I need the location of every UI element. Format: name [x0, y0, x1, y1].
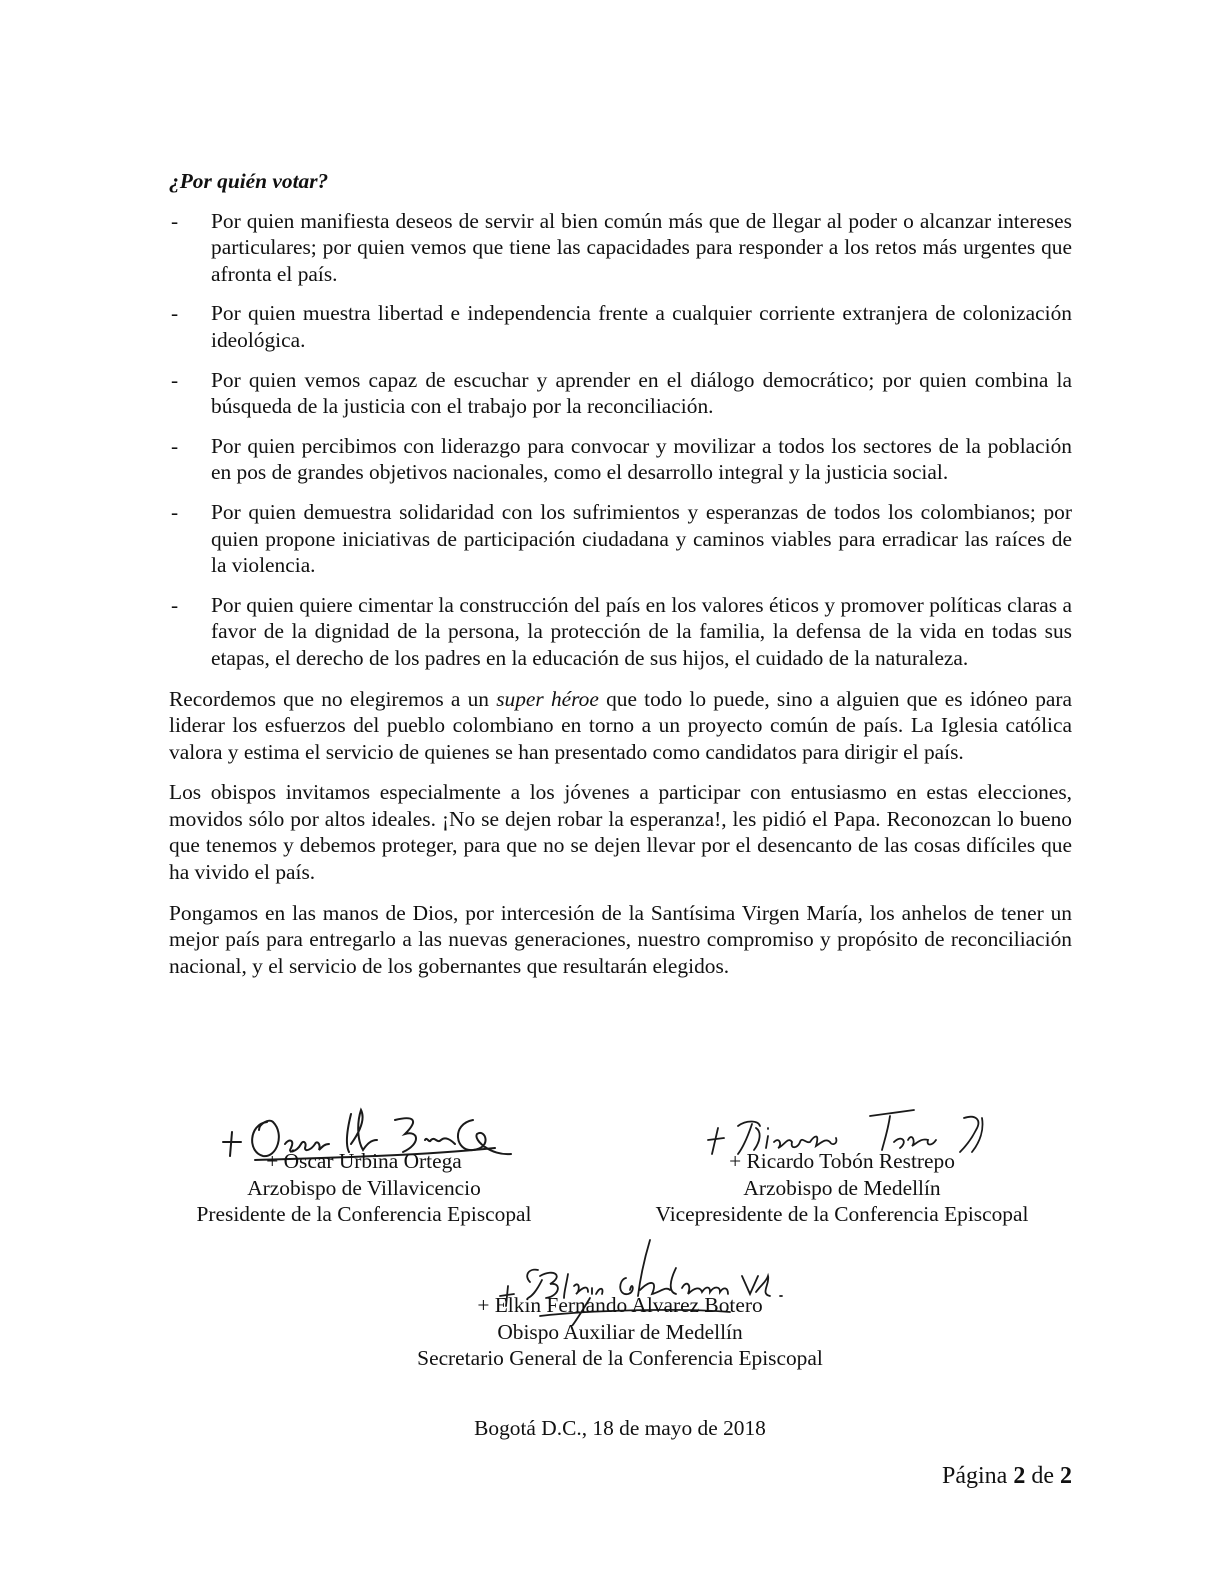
paragraph-super-hero	[169, 686, 1072, 766]
list-item	[169, 208, 1072, 288]
signatory-block	[164, 1148, 564, 1228]
page-label: Página	[942, 1463, 1008, 1489]
list-item-text: Por quien demuestra solidaridad con los sufrimientos y esperanzas de todos los colombianos; por quien propone iniciativas de participación ciudadana y caminos viables para erradicar las raíces de la violencia.	[211, 499, 1072, 578]
letter-date: Bogotá D.C., 18 de mayo de 2018	[474, 1416, 766, 1440]
list-item	[169, 499, 1072, 579]
list-item	[169, 367, 1072, 420]
signatory-title: Obispo Auxiliar de Medellín	[497, 1319, 743, 1344]
signatory-name: + Ricardo Tobón Restrepo	[729, 1149, 955, 1173]
letter-body	[169, 168, 1072, 993]
signatory-name: + Elkin Fernando Alvarez Botero	[477, 1293, 763, 1317]
list-item-text: Por quien muestra libertad e independencia frente a cualquier corriente extranjera de colonización ideológica.	[211, 301, 1072, 352]
criteria-list	[169, 208, 1072, 672]
dash-bullet-icon: -	[171, 208, 179, 233]
signatory-title: Arzobispo de Villavicencio	[247, 1175, 481, 1200]
dash-bullet-icon: -	[171, 592, 179, 617]
signatory-title: Arzobispo de Medellín	[743, 1175, 941, 1200]
page-number	[942, 1463, 1072, 1490]
page-total: 2	[1060, 1463, 1072, 1489]
section-heading: ¿Por quién votar?	[169, 169, 329, 193]
dash-bullet-icon: -	[171, 433, 179, 458]
dash-bullet-icon: -	[171, 367, 179, 392]
emphasis-text: super héroe	[496, 686, 599, 711]
signatory-role: Secretario General de la Conferencia Episcopal	[417, 1346, 823, 1371]
list-item-text: Por quien vemos capaz de escuchar y aprender en el diálogo democrático; por quien combina la búsqueda de la justicia con el trabajo por la reconciliación.	[211, 367, 1072, 419]
paragraph-text: que todo lo puede, sino a alguien que es idóneo para liderar los esfuerzos del pueblo colombiano en torno a un proyecto común de país. La Iglesia católica valora y estima el servicio de quienes se han presentado como candidatos para dirigir el país.	[169, 686, 1072, 764]
list-item-text: Por quien percibimos con liderazgo para convocar y movilizar a todos los sectores de la población en pos de grandes objetivos nacionales, como el desarrollo integral y la justicia social.	[211, 433, 1072, 485]
page-current: 2	[1013, 1463, 1026, 1489]
list-item-text: Por quien quiere cimentar la construcción del país en los valores éticos y promover políticas claras a favor de la dignidad de la persona, la protección de la familia, la defensa de la vida en todas sus etapas, el derecho de los padres en la educación de sus hijos, el cuidado de la naturaleza.	[211, 592, 1072, 670]
list-item-text: Por quien manifiesta deseos de servir al bien común más que de llegar al poder o alcanzar intereses particulares; por quien vemos que tiene las capacidades para responder a los retos más urgentes que afronta el país.	[211, 208, 1072, 286]
list-item	[169, 433, 1072, 486]
dash-bullet-icon: -	[171, 301, 179, 326]
list-item	[169, 592, 1072, 672]
paragraph-youth: Los obispos invitamos especialmente a los jóvenes a participar con entusiasmo en estas elecciones, movidos sólo por altos ideales. ¡No se dejen robar la esperanza!, les pidió el Papa. Reconozcan lo bueno que tenemos y debemos proteger, para que no se dejen llevar por el desencanto de las cosas difíciles que ha vivido el país.	[169, 780, 1072, 885]
signatory-role: Presidente de la Conferencia Episcopal	[196, 1202, 532, 1227]
paragraph-prayer: Pongamos en las manos de Dios, por intercesión de la Santísima Virgen María, los anhelos de tener un mejor país para entregarlo a las nuevas generaciones, nuestro compromiso y propósito de reconciliación nacional, y el servicio de los gobernantes que resultarán elegidos.	[169, 900, 1072, 978]
page-of: de	[1031, 1463, 1054, 1489]
list-item	[169, 300, 1072, 353]
paragraph-text: Recordemos que no elegiremos a un	[169, 686, 497, 711]
signatory-name: + Óscar Urbina Ortega	[266, 1149, 462, 1173]
signatory-role: Vicepresidente de la Conferencia Episcopal	[655, 1202, 1029, 1227]
signatory-block	[380, 1292, 860, 1372]
dash-bullet-icon: -	[171, 499, 179, 524]
signatory-block	[622, 1148, 1062, 1228]
